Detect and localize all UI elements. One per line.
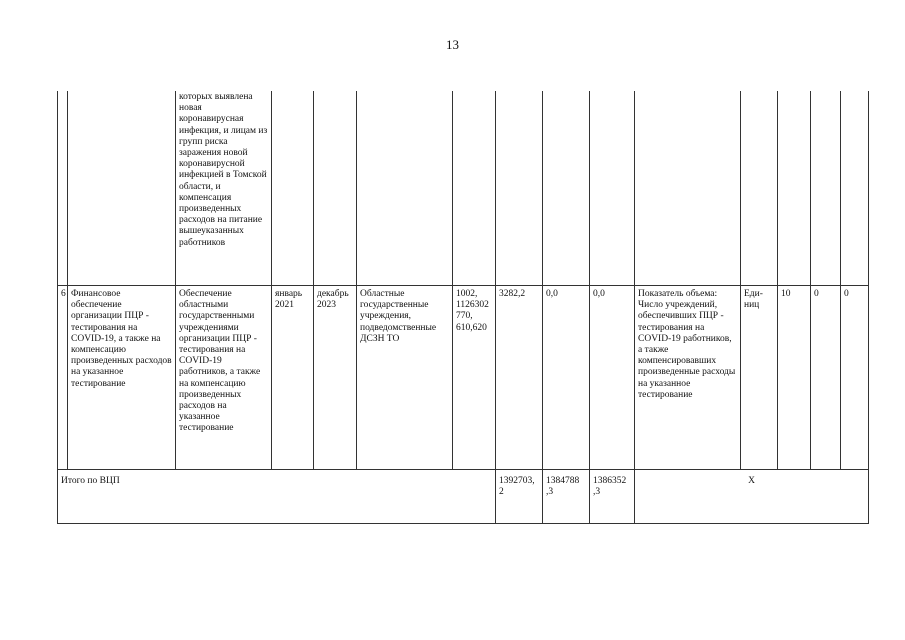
cell-indicator: Показатель объема: Число учреждений, обеспечивших ПЦР - тестирования на COVID-19 работников, а также компенсировавших произведенные расходы на указанное тестирование — [635, 286, 741, 470]
cell-event-continued: которых выявлена новая коронавирусная инфекция, и лицам из групп риска заражения новой коронавирусной инфекцией в Томской области, и компенсация произведенных расходов на питание вышеуказанных работников — [176, 91, 272, 286]
cell-sum-2 — [543, 91, 590, 286]
total-mark: Х — [635, 470, 869, 524]
cell-executor — [357, 91, 453, 286]
cell-unit — [741, 91, 778, 286]
cell-start: январь 2021 — [272, 286, 314, 470]
cell-num: 6 — [58, 286, 68, 470]
cell-sum-1: 3282,2 — [496, 286, 543, 470]
total-sum-1: 1392703, 2 — [496, 470, 543, 524]
cell-end: декабрь 2023 — [314, 286, 357, 470]
cell-indicator — [635, 91, 741, 286]
cell-unit: Еди-ниц — [741, 286, 778, 470]
cell-code: 1002, 1126302 770, 610,620 — [453, 286, 496, 470]
total-label: Итого по ВЦП — [58, 470, 496, 524]
table-row-item-6 — [58, 286, 869, 470]
cell-executor: Областные государственные учреждения, подведомственные ДСЗН ТО — [357, 286, 453, 470]
cell-event: Обеспечение областными государственными учреждениями организации ПЦР - тестирования на COVID-19 работников, а также на компенсацию произведенных расходов на указанное тестирование — [176, 286, 272, 470]
total-sum-3: 1386352 ,3 — [590, 470, 635, 524]
cell-val-2: 0 — [811, 286, 841, 470]
cell-sum-3: 0,0 — [590, 286, 635, 470]
cell-val-2 — [811, 91, 841, 286]
cell-val-1: 10 — [778, 286, 811, 470]
cell-num — [58, 91, 68, 286]
table-row-total — [58, 470, 869, 524]
cell-sum-1 — [496, 91, 543, 286]
cell-sum-2: 0,0 — [543, 286, 590, 470]
cell-val-1 — [778, 91, 811, 286]
cell-end — [314, 91, 357, 286]
cell-val-3 — [841, 91, 869, 286]
cell-start — [272, 91, 314, 286]
cell-code — [453, 91, 496, 286]
program-table — [57, 91, 869, 524]
table-row-continuation — [58, 91, 869, 286]
cell-sum-3 — [590, 91, 635, 286]
cell-task: Финансовое обеспечение организации ПЦР - тестирования на COVID-19, а также на компенсацию произведенных расходов на указанное тестирование — [68, 286, 176, 470]
page-number: 13 — [446, 37, 459, 52]
total-sum-2: 1384788 ,3 — [543, 470, 590, 524]
cell-task — [68, 91, 176, 286]
cell-val-3: 0 — [841, 286, 869, 470]
